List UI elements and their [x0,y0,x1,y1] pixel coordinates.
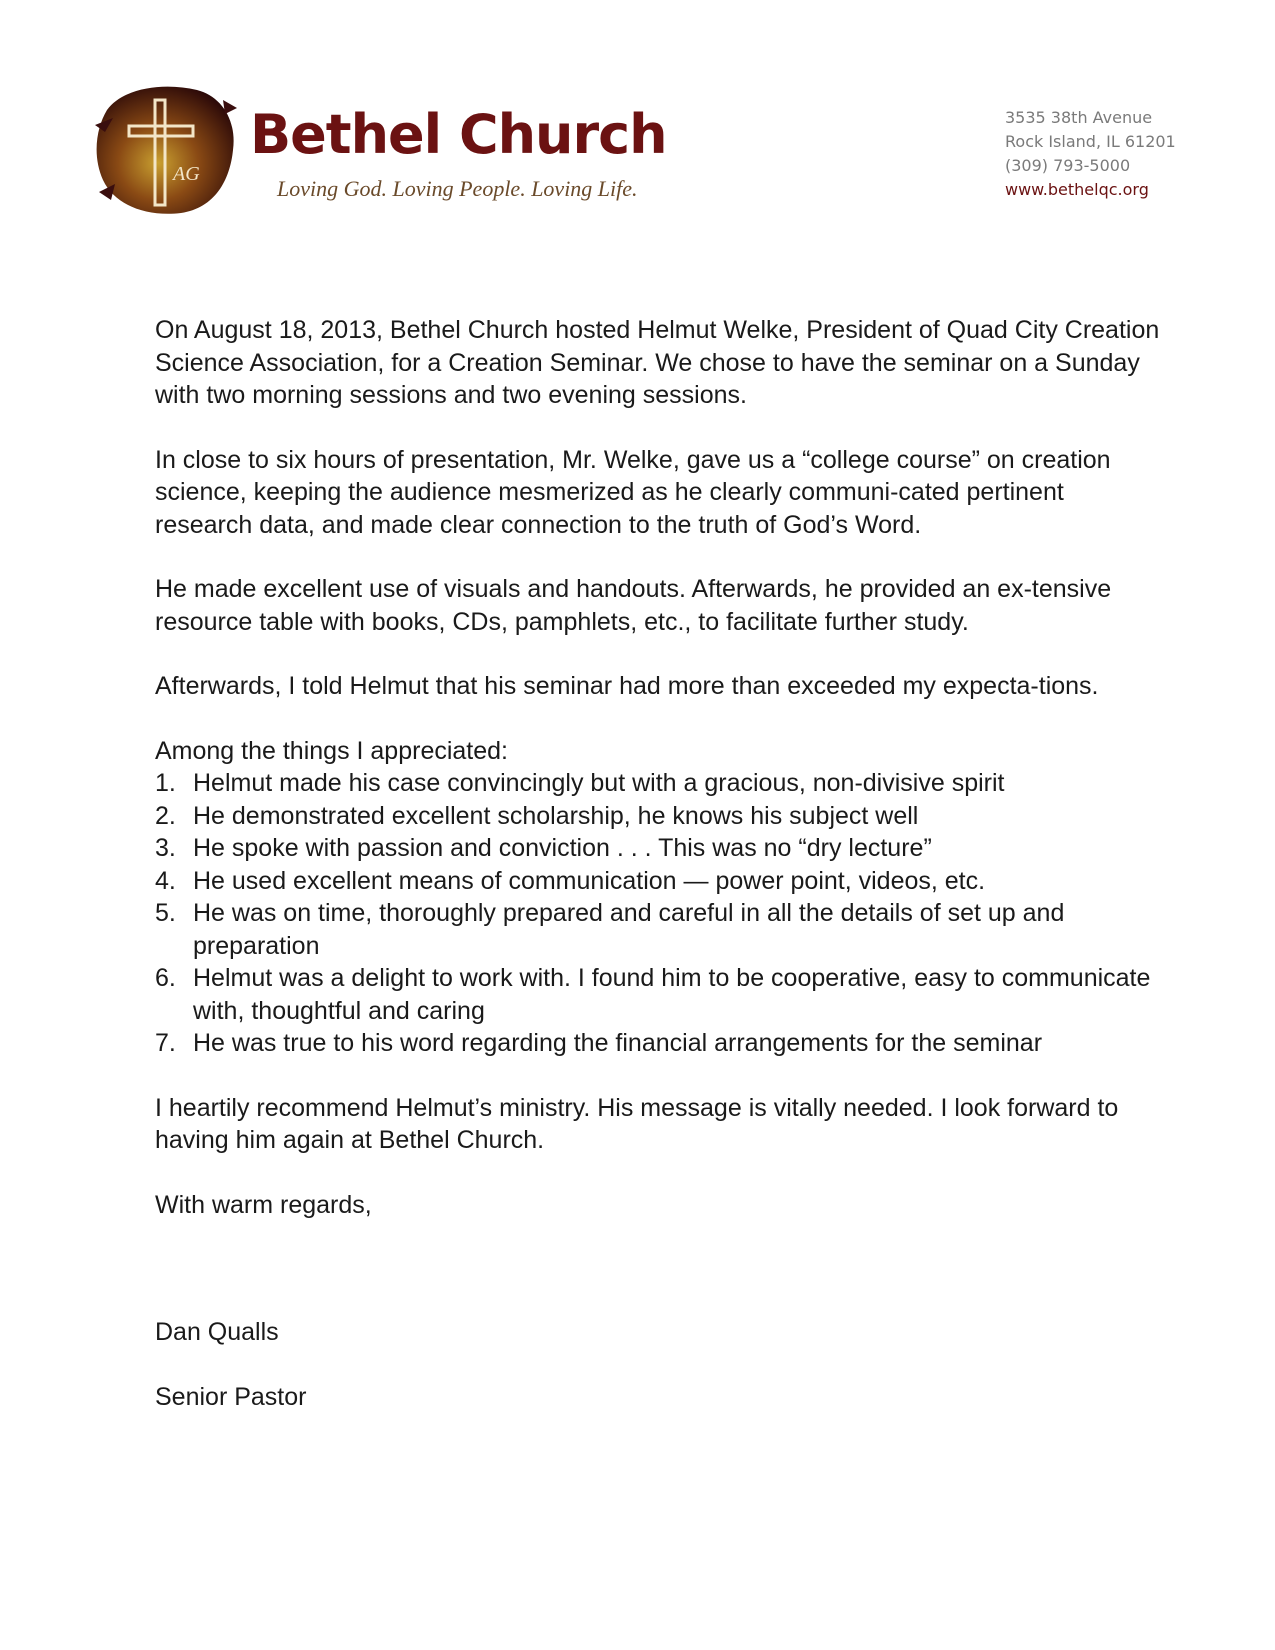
list-intro: Among the things I appreciated: [155,736,509,765]
cross-icon [93,80,238,215]
appreciation-list [155,767,1165,1060]
list-item: 7. He was true to his word regarding the financial arrangements for the seminar [155,1029,1043,1057]
list-item: 1. Helmut made his case convincingly but with a gracious, non-divisive spirit [155,769,1005,797]
address-city: Rock Island, IL 61201 [1005,132,1176,151]
letter-paragraph: On August 18, 2013, Bethel Church hosted Helmut Welke, President of Quad City Creation Science Association, for a Creation Seminar. We chose to have the seminar on a Sunday with two morning sessions and two evening sessions. [155,316,1160,409]
church-name: Bethel Church [250,103,667,166]
recommendation-paragraph: I heartily recommend Helmut’s ministry. His message is vitally needed. I look forward to having him again at Bethel Church. [155,1093,1119,1154]
letter-paragraph: Afterwards, I told Helmut that his seminar had more than exceeded my expecta-tions. [155,672,1099,700]
signer-name: Dan Qualls [155,1318,279,1346]
letterhead [0,0,1275,240]
list-item: 2. He demonstrated excellent scholarship, he knows his subject well [155,801,919,830]
logo-mark-text: AG [173,163,200,185]
list-item: 3. He spoke with passion and conviction . . . This was no “dry lecture” [155,834,932,862]
signer-title: Senior Pastor [155,1382,307,1411]
closing-salutation: With warm regards, [155,1190,372,1219]
list-item: 5. He was on time, thoroughly prepared and careful in all the details of set up and preparation [155,899,1065,960]
letter-paragraph: In close to six hours of presentation, Mr. Welke, gave us a “college course” on creation science, keeping the audience mesmerized as he clearly communi-cated pertinent research data, and made clear connection to the truth of God’s Word. [155,445,1111,539]
church-tagline: Loving God. Loving People. Loving Life. [277,176,638,201]
address-street: 3535 38th Avenue [1005,108,1153,127]
list-item: 4. He used excellent means of communication — power point, videos, etc. [155,866,986,895]
list-item: 6. Helmut was a delight to work with. I found him to be cooperative, easy to communicate with, thoughtful and caring [155,964,1151,1025]
letter-paragraph: He made excellent use of visuals and handouts. Afterwards, he provided an ex-tensive resource table with books, CDs, pamphlets, etc., to facilitate further study. [155,575,1112,636]
website-link[interactable]: www.bethelqc.org [1005,180,1149,199]
phone-number: (309) 793-5000 [1005,156,1131,175]
letter-body [155,314,1165,1445]
church-address [1005,106,1176,202]
